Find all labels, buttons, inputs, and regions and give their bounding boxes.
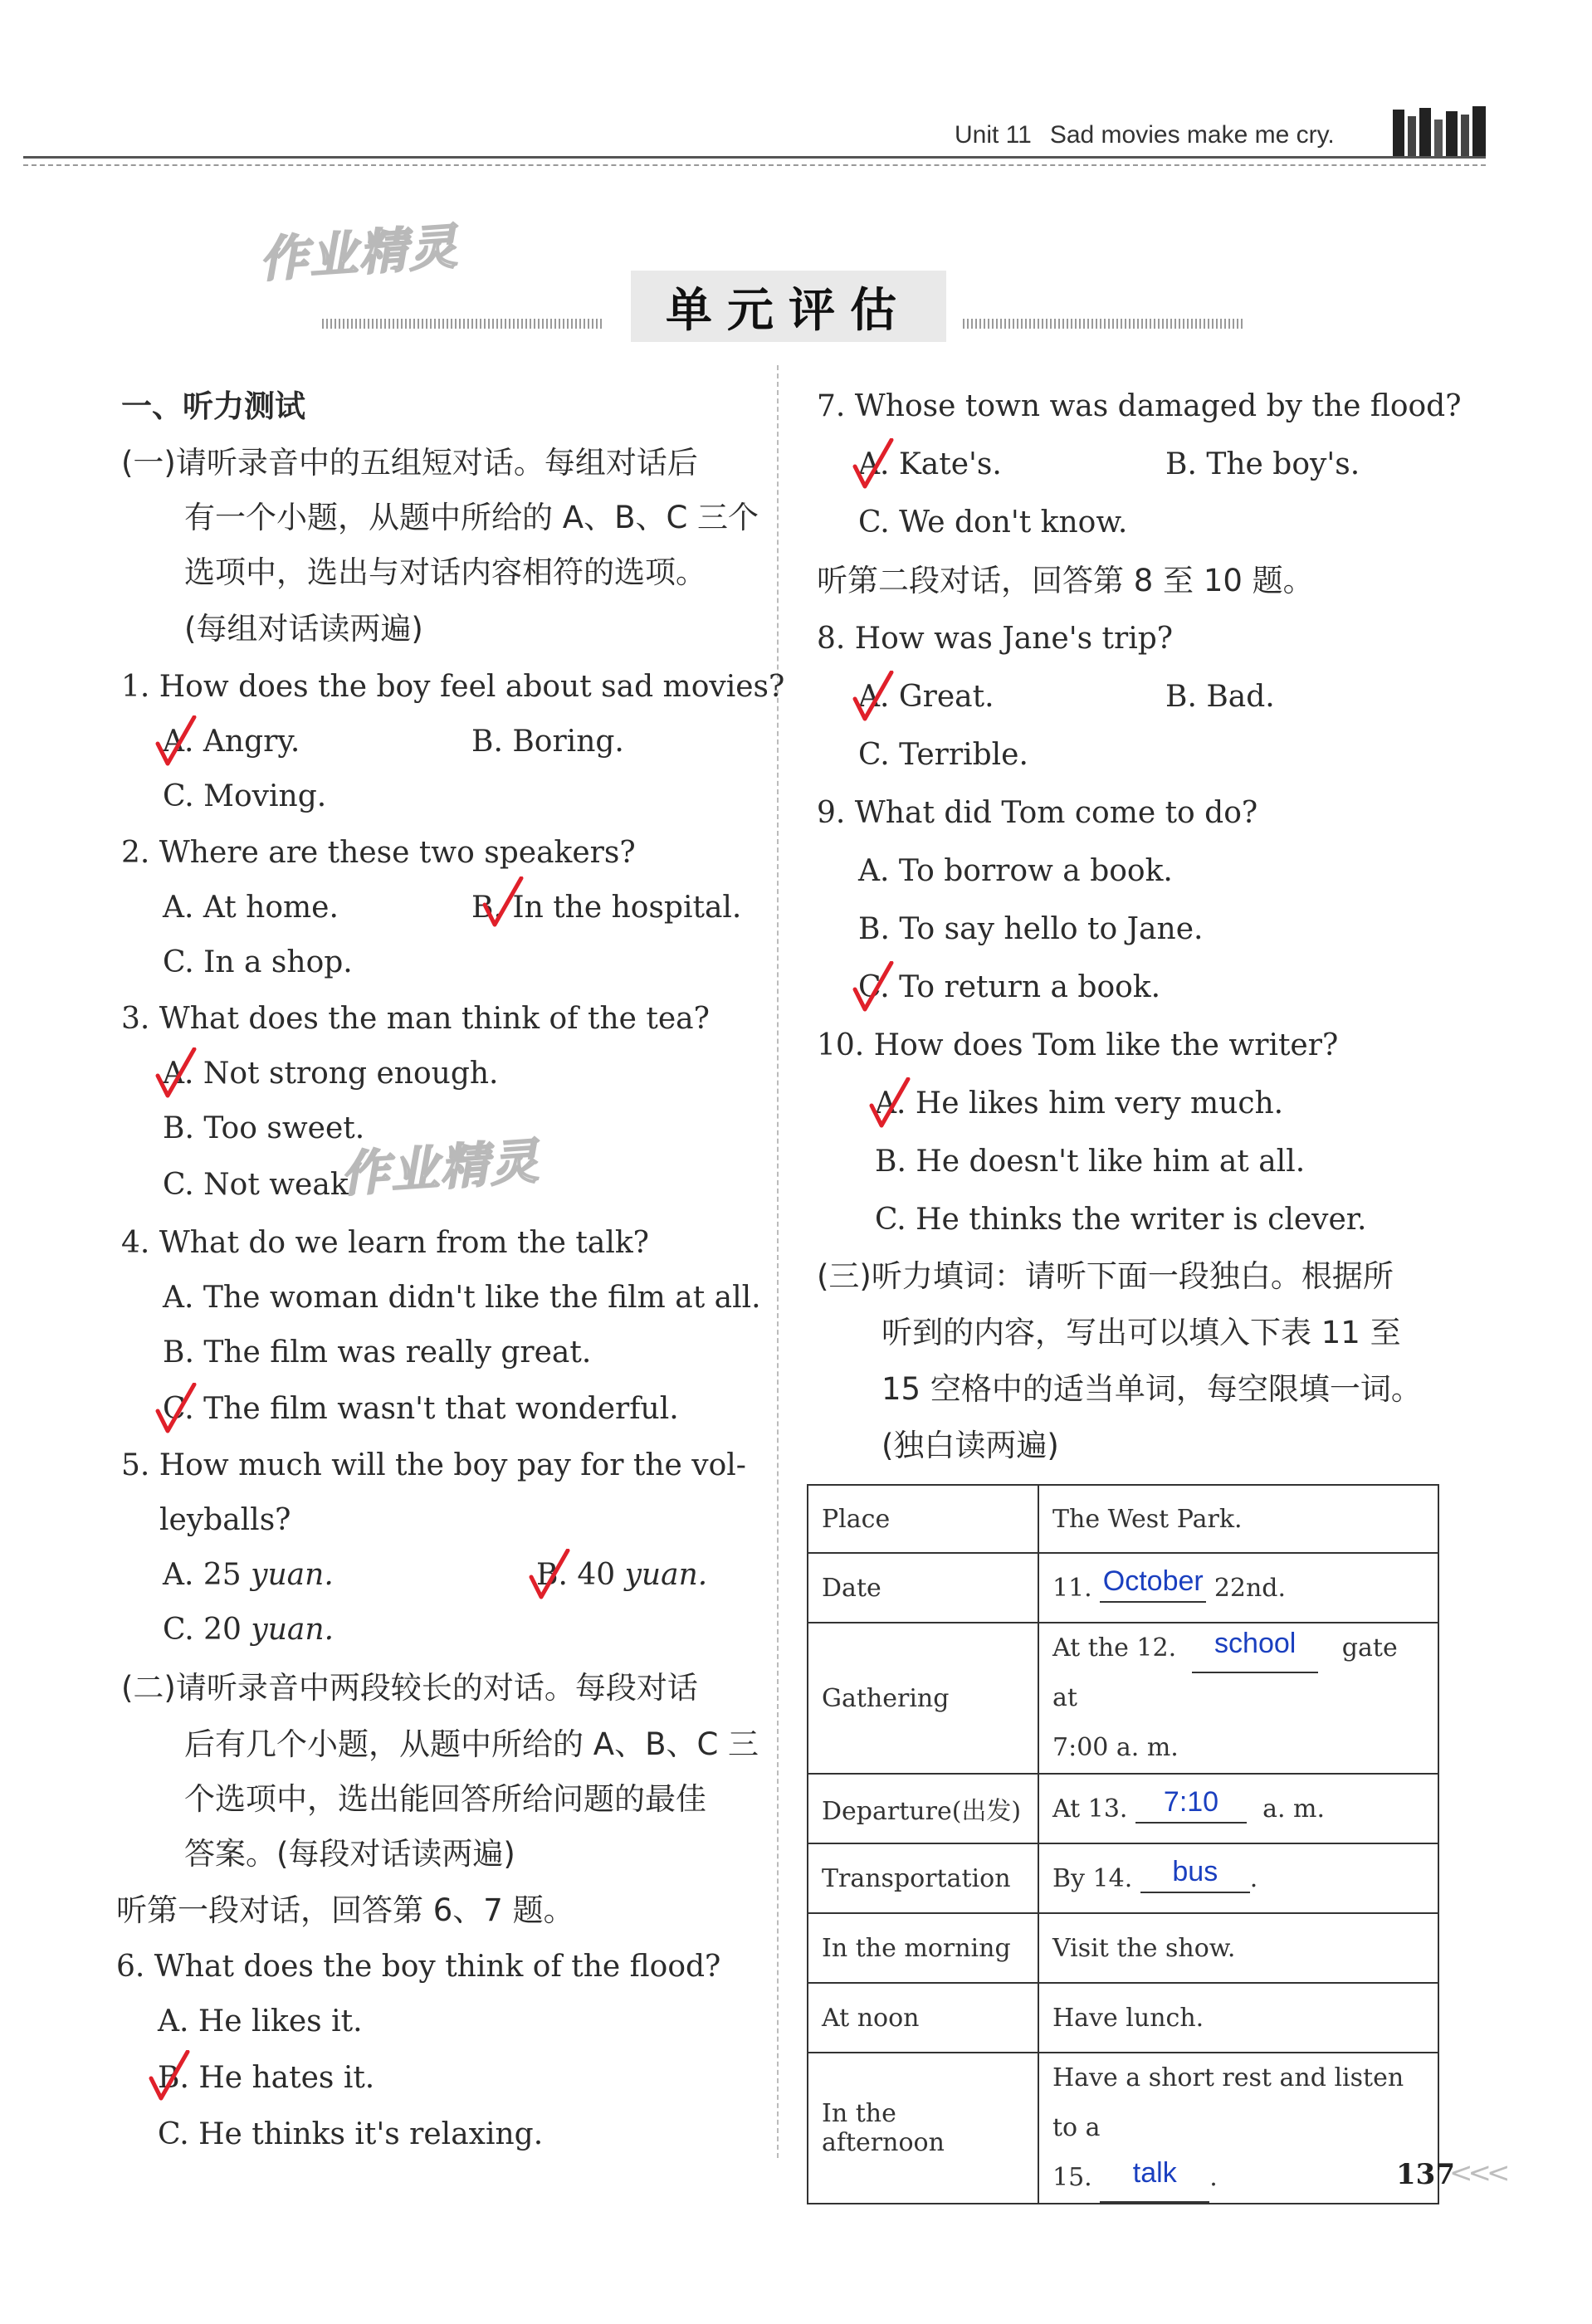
q9-option-a: A. To borrow a book.	[858, 854, 1173, 888]
q9-stem: 9. What did Tom come to do?	[817, 796, 1258, 830]
running-header	[955, 121, 1335, 149]
q1-option-b: B. Boring.	[471, 725, 624, 759]
q8-option-b: B. Bad.	[1165, 680, 1275, 714]
part3-instr: (三)听力填词：请听下面一段独白。根据所	[817, 1258, 1394, 1294]
q8-option-c: C. Terrible.	[858, 738, 1028, 772]
column-divider	[777, 365, 779, 2158]
table-row	[808, 2053, 1438, 2204]
part2-instr: (二)请听录音中两段较长的对话。每段对话	[121, 1670, 698, 1706]
check-mark-icon	[154, 715, 198, 767]
blank-11[interactable]	[1100, 1565, 1206, 1603]
q8-stem: 8. How was Jane's trip?	[817, 622, 1174, 656]
answer-12: school	[1214, 1628, 1297, 1659]
q5-option-a: A. 25 yuan.	[163, 1558, 334, 1592]
q5-option-b: B. 40 yuan.	[536, 1558, 708, 1592]
check-mark-icon	[154, 1383, 198, 1434]
table-row	[808, 1485, 1438, 1553]
header-title: Sad movies make me cry.	[1049, 121, 1335, 149]
part3-instr: 听到的内容，写出可以填入下表 11 至	[881, 1315, 1401, 1350]
q4-option-c: C. The film wasn't that wonderful.	[163, 1392, 679, 1426]
blank-12[interactable]	[1192, 1628, 1318, 1673]
blank-15[interactable]	[1100, 2157, 1209, 2203]
q7-option-b: B. The boy's.	[1165, 447, 1360, 481]
answer-13: 7:10	[1163, 1786, 1219, 1818]
q4-option-b: B. The film was really great.	[163, 1335, 592, 1370]
check-mark-icon	[852, 961, 895, 1013]
row-value: At 13. 7:10 a. m.	[1038, 1774, 1438, 1843]
q10-stem: 10. How does Tom like the writer?	[817, 1028, 1339, 1062]
q7-option-a: A. Kate's.	[858, 447, 1002, 481]
q2-option-c: C. In a shop.	[163, 945, 353, 979]
row-label: Transportation	[808, 1843, 1038, 1913]
part3-instr: (独白读两遍)	[881, 1428, 1059, 1463]
q7-option-c: C. We don't know.	[858, 505, 1128, 540]
page-chevrons: <<<	[1449, 2156, 1506, 2190]
row-label: In the morning	[808, 1913, 1038, 1983]
check-mark-icon	[148, 2050, 191, 2102]
q5-stem: 5. How much will the boy pay for the vol-	[121, 1448, 746, 1482]
q2-stem: 2. Where are these two speakers?	[121, 836, 636, 870]
answer-14: bus	[1172, 1856, 1218, 1887]
part2-instr: 个选项中，选出能回答所给问题的最佳	[184, 1781, 706, 1817]
q7-stem: 7. Whose town was damaged by the flood?	[817, 389, 1462, 423]
dialog2-instr: 听第二段对话，回答第 8 至 10 题。	[817, 563, 1314, 598]
table-row	[808, 1553, 1438, 1623]
part1-instr: (一)请听录音中的五组短对话。每组对话后	[121, 445, 698, 481]
table-row	[808, 1913, 1438, 1983]
q6-stem: 6. What does the boy think of the flood?	[116, 1950, 721, 1984]
dialog1-instr: 听第一段对话，回答第 6、7 题。	[116, 1892, 574, 1928]
q10-option-b: B. He doesn't like him at all.	[875, 1145, 1306, 1179]
blank-13[interactable]	[1135, 1786, 1247, 1824]
check-mark-icon	[481, 876, 525, 928]
page-number: 137	[1396, 2158, 1455, 2191]
header-rule-dashed	[23, 164, 1486, 166]
q3-option-b: B. Too sweet.	[163, 1111, 365, 1145]
q1-option-c: C. Moving.	[163, 779, 327, 813]
q9-option-c: C. To return a book.	[858, 970, 1161, 1004]
q5-option-c: C. 20 yuan.	[163, 1613, 335, 1647]
q6-option-c: C. He thinks it's relaxing.	[158, 2117, 544, 2151]
part2-instr: 后有几个小题，从题中所给的 A、B、C 三	[184, 1726, 759, 1762]
q6-option-b: B. He hates it.	[158, 2061, 375, 2095]
row-value: By 14. bus .	[1038, 1843, 1438, 1913]
q10-option-c: C. He thinks the writer is clever.	[875, 1203, 1367, 1237]
row-value: The West Park.	[1038, 1485, 1438, 1553]
check-mark-icon	[528, 1549, 571, 1600]
q3-stem: 3. What does the man think of the tea?	[121, 1002, 710, 1036]
row-label: At noon	[808, 1983, 1038, 2053]
q5-stem-cont: leyballs?	[159, 1503, 291, 1537]
part1-instr: 有一个小题，从题中所给的 A、B、C 三个	[184, 500, 759, 535]
check-mark-icon	[868, 1077, 911, 1129]
part1-instr: (每组对话读两遍)	[184, 611, 423, 647]
row-value: Have a short rest and listen to a 15. talk .	[1038, 2053, 1438, 2204]
q4-stem: 4. What do we learn from the talk?	[121, 1226, 649, 1260]
header-bars-icon	[1391, 105, 1489, 158]
q6-option-a: A. He likes it.	[158, 2004, 363, 2038]
row-label: Date	[808, 1553, 1038, 1623]
check-mark-icon	[154, 1047, 198, 1099]
q3-option-a: A. Not strong enough.	[163, 1057, 499, 1091]
check-mark-icon	[852, 671, 895, 722]
row-value: At the 12. school gate at 7:00 a. m.	[1038, 1623, 1438, 1774]
row-value: Visit the show.	[1038, 1913, 1438, 1983]
part2-instr: 答案。(每段对话读两遍)	[184, 1836, 515, 1872]
page-title: 单元评估	[666, 284, 911, 338]
q10-option-a: A. He likes him very much.	[875, 1086, 1284, 1120]
row-label: Gathering	[808, 1623, 1038, 1774]
row-label: Departure(出发)	[808, 1774, 1038, 1843]
header-rule	[23, 156, 1486, 159]
q1-stem: 1. How does the boy feel about sad movies?	[121, 670, 785, 704]
answer-11: October	[1102, 1565, 1204, 1597]
table-row	[808, 1843, 1438, 1913]
q2-option-a: A. At home.	[163, 891, 339, 925]
header-unit: Unit 11	[955, 121, 1032, 149]
title-rule-right	[963, 319, 1245, 329]
watermark: 作业精灵	[339, 1132, 542, 1204]
table-row	[808, 1774, 1438, 1843]
part3-instr: 15 空格中的适当单词，每空限填一词。	[881, 1371, 1422, 1407]
table-row	[808, 1623, 1438, 1774]
section-heading: 一、听力测试	[121, 388, 305, 424]
answer-15: talk	[1132, 2157, 1177, 2189]
check-mark-icon	[852, 438, 895, 490]
title-rule-left	[322, 319, 604, 329]
q1-option-a: A. Angry.	[163, 725, 300, 759]
row-label: Place	[808, 1485, 1038, 1553]
table-row	[808, 1983, 1438, 2053]
q8-option-a: A. Great.	[858, 680, 994, 714]
fill-in-table	[807, 1484, 1439, 2204]
part1-instr: 选项中，选出与对话内容相符的选项。	[184, 554, 706, 590]
row-value: 11. October 22nd.	[1038, 1553, 1438, 1623]
row-value: Have lunch.	[1038, 1983, 1438, 2053]
watermark: 作业精灵	[257, 217, 461, 289]
q3-option-c: C. Not weak.	[163, 1168, 359, 1202]
q2-option-b: B. In the hospital.	[471, 891, 742, 925]
row-label: In the afternoon	[808, 2053, 1038, 2204]
q9-option-b: B. To say hello to Jane.	[858, 912, 1204, 946]
q4-option-a: A. The woman didn't like the film at all.	[163, 1281, 761, 1315]
